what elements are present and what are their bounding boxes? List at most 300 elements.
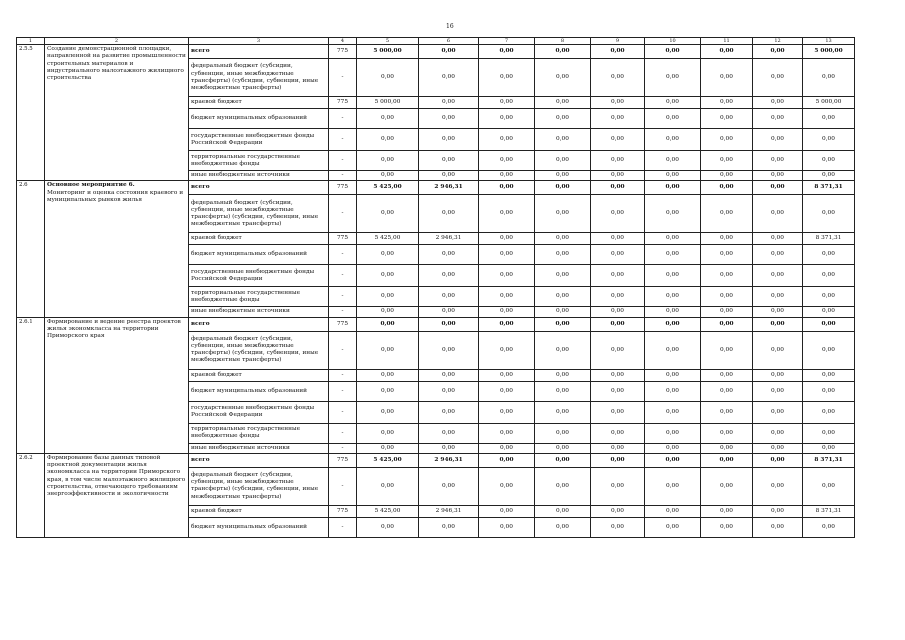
amount-cell: 0,00 <box>535 331 591 369</box>
amount-cell: 0,00 <box>701 517 753 537</box>
amount-cell: 0,00 <box>753 233 803 245</box>
funding-source: государственные внебюджетные фонды Российской Федерации <box>189 265 329 287</box>
amount-cell: 0,00 <box>357 129 419 151</box>
funding-source: федеральный бюджет (субсидии, субвенции, иные межбюджетные трансферты) (субсидии, субвенции, иные межбюджетные трансферты) <box>189 467 329 505</box>
amount-cell: 0,00 <box>803 331 855 369</box>
amount-cell: 0,00 <box>535 467 591 505</box>
funding-source: федеральный бюджет (субсидии, субвенции, иные межбюджетные трансферты) (субсидии, субвенции, иные межбюджетные трансферты) <box>189 195 329 233</box>
column-number: 2 <box>45 38 189 45</box>
column-number: 11 <box>701 38 753 45</box>
amount-cell: 0,00 <box>591 307 645 317</box>
amount-cell: 0,00 <box>701 443 753 453</box>
amount-cell: 0,00 <box>419 195 479 233</box>
amount-cell: 5 000,00 <box>357 45 419 59</box>
amount-cell: 0,00 <box>535 453 591 467</box>
amount-cell: 0,00 <box>591 381 645 401</box>
amount-cell: 0,00 <box>753 265 803 287</box>
amount-cell: 0,00 <box>701 401 753 423</box>
amount-cell: 0,00 <box>419 317 479 331</box>
amount-cell: 0,00 <box>753 517 803 537</box>
amount-cell: 0,00 <box>419 265 479 287</box>
amount-cell: 0,00 <box>357 287 419 307</box>
item-description: Создание демонстрационной площадки, направленной на развитие промышленности строительных материалов и индустриального малоэтажного жилищного строительства <box>47 46 186 82</box>
amount-cell: 0,00 <box>535 505 591 517</box>
amount-cell: 0,00 <box>535 195 591 233</box>
amount-cell: 0,00 <box>753 443 803 453</box>
funding-source: всего <box>189 317 329 331</box>
amount-cell: 0,00 <box>645 151 701 171</box>
item-name <box>45 317 189 453</box>
amount-cell: 0,00 <box>645 233 701 245</box>
amount-cell: 0,00 <box>357 171 419 181</box>
amount-cell: 0,00 <box>753 195 803 233</box>
amount-cell: 0,00 <box>803 151 855 171</box>
amount-cell: 8 371,31 <box>803 233 855 245</box>
budget-code: - <box>329 369 357 381</box>
amount-cell: 0,00 <box>535 233 591 245</box>
amount-cell: 0,00 <box>803 369 855 381</box>
amount-cell: 0,00 <box>357 369 419 381</box>
budget-code: - <box>329 381 357 401</box>
budget-code: - <box>329 151 357 171</box>
budget-code: - <box>329 307 357 317</box>
amount-cell: 0,00 <box>753 331 803 369</box>
amount-cell: 0,00 <box>535 369 591 381</box>
amount-cell: 0,00 <box>645 181 701 195</box>
amount-cell: 0,00 <box>419 467 479 505</box>
amount-cell: 0,00 <box>479 265 535 287</box>
amount-cell: 0,00 <box>701 233 753 245</box>
amount-cell: 0,00 <box>753 317 803 331</box>
amount-cell: 0,00 <box>419 423 479 443</box>
budget-code: 775 <box>329 233 357 245</box>
amount-cell: 0,00 <box>357 331 419 369</box>
item-description: Формирование и ведение реестра проектов жилья экономкласса на территории Приморского края <box>47 318 181 340</box>
item-name <box>45 453 189 537</box>
amount-cell: 0,00 <box>591 233 645 245</box>
amount-cell: 0,00 <box>803 109 855 129</box>
amount-cell: 0,00 <box>535 151 591 171</box>
amount-cell: 0,00 <box>803 401 855 423</box>
amount-cell: 0,00 <box>645 59 701 97</box>
amount-cell: 0,00 <box>701 331 753 369</box>
amount-cell: 0,00 <box>591 287 645 307</box>
budget-code: 775 <box>329 45 357 59</box>
budget-code: 775 <box>329 181 357 195</box>
amount-cell: 0,00 <box>419 369 479 381</box>
amount-cell: 0,00 <box>535 245 591 265</box>
funding-source: бюджет муниципальных образований <box>189 517 329 537</box>
funding-source: всего <box>189 453 329 467</box>
amount-cell: 0,00 <box>535 45 591 59</box>
amount-cell: 0,00 <box>357 401 419 423</box>
amount-cell: 0,00 <box>419 287 479 307</box>
amount-cell: 0,00 <box>479 151 535 171</box>
amount-cell: 0,00 <box>753 45 803 59</box>
amount-cell: 0,00 <box>803 287 855 307</box>
amount-cell: 0,00 <box>535 517 591 537</box>
column-number: 12 <box>753 38 803 45</box>
amount-cell: 0,00 <box>419 381 479 401</box>
amount-cell: 0,00 <box>645 97 701 109</box>
amount-cell: 0,00 <box>535 59 591 97</box>
amount-cell: 0,00 <box>753 97 803 109</box>
budget-code: 775 <box>329 317 357 331</box>
amount-cell: 0,00 <box>535 317 591 331</box>
column-number-row <box>17 38 855 45</box>
amount-cell: 0,00 <box>753 59 803 97</box>
amount-cell: 0,00 <box>479 233 535 245</box>
funding-source: краевой бюджет <box>189 233 329 245</box>
amount-cell: 0,00 <box>535 129 591 151</box>
item-code: 2.6 <box>17 181 45 317</box>
amount-cell: 0,00 <box>753 453 803 467</box>
amount-cell: 0,00 <box>479 401 535 423</box>
amount-cell: 0,00 <box>753 423 803 443</box>
item-description: Мониторинг и оценка состояния краевого и муниципальных рынков жилья <box>47 189 184 203</box>
amount-cell: 0,00 <box>645 195 701 233</box>
column-number: 6 <box>419 38 479 45</box>
item-description: Формирование базы данных типовой проектной документации жилья экономкласса на территории Приморского края, в том числе малоэтажного жилищного строительства, отвечающего требованиям энергоэффективности и экологичности <box>47 454 186 498</box>
amount-cell: 0,00 <box>357 467 419 505</box>
amount-cell: 0,00 <box>357 109 419 129</box>
amount-cell: 0,00 <box>591 171 645 181</box>
amount-cell: 0,00 <box>701 181 753 195</box>
amount-cell: 5 425,00 <box>357 181 419 195</box>
budget-code: - <box>329 245 357 265</box>
amount-cell: 0,00 <box>591 129 645 151</box>
amount-cell: 0,00 <box>535 287 591 307</box>
funding-source: государственные внебюджетные фонды Российской Федерации <box>189 129 329 151</box>
column-number: 10 <box>645 38 701 45</box>
amount-cell: 0,00 <box>701 109 753 129</box>
column-number: 8 <box>535 38 591 45</box>
amount-cell: 0,00 <box>803 245 855 265</box>
amount-cell: 0,00 <box>803 517 855 537</box>
amount-cell: 0,00 <box>591 423 645 443</box>
budget-code: - <box>329 423 357 443</box>
amount-cell: 0,00 <box>701 245 753 265</box>
amount-cell: 0,00 <box>591 45 645 59</box>
amount-cell: 0,00 <box>753 171 803 181</box>
budget-code: - <box>329 265 357 287</box>
amount-cell: 0,00 <box>645 171 701 181</box>
amount-cell: 0,00 <box>803 307 855 317</box>
amount-cell: 0,00 <box>535 109 591 129</box>
amount-cell: 0,00 <box>479 129 535 151</box>
amount-cell: 8 371,31 <box>803 505 855 517</box>
amount-cell: 0,00 <box>479 317 535 331</box>
amount-cell: 0,00 <box>645 453 701 467</box>
item-title: Основное мероприятие 6. <box>47 182 135 189</box>
funding-source: бюджет муниципальных образований <box>189 381 329 401</box>
table-row <box>17 45 855 59</box>
funding-source: иные внебюджетные источники <box>189 443 329 453</box>
amount-cell: 0,00 <box>701 97 753 109</box>
budget-code: - <box>329 59 357 97</box>
amount-cell: 0,00 <box>535 381 591 401</box>
amount-cell: 0,00 <box>479 369 535 381</box>
amount-cell: 0,00 <box>479 97 535 109</box>
amount-cell: 0,00 <box>419 129 479 151</box>
amount-cell: 0,00 <box>419 109 479 129</box>
amount-cell: 0,00 <box>701 307 753 317</box>
amount-cell: 0,00 <box>357 423 419 443</box>
amount-cell: 0,00 <box>419 245 479 265</box>
amount-cell: 0,00 <box>535 97 591 109</box>
amount-cell: 0,00 <box>753 245 803 265</box>
budget-code: 775 <box>329 453 357 467</box>
amount-cell: 0,00 <box>645 287 701 307</box>
amount-cell: 0,00 <box>701 195 753 233</box>
amount-cell: 0,00 <box>479 45 535 59</box>
amount-cell: 2 946,31 <box>419 233 479 245</box>
amount-cell: 0,00 <box>803 129 855 151</box>
amount-cell: 0,00 <box>419 443 479 453</box>
amount-cell: 0,00 <box>419 517 479 537</box>
amount-cell: 0,00 <box>479 245 535 265</box>
funding-source: территориальные государственные внебюджетные фонды <box>189 423 329 443</box>
amount-cell: 0,00 <box>701 265 753 287</box>
amount-cell: 0,00 <box>479 443 535 453</box>
budget-code: - <box>329 195 357 233</box>
budget-code: - <box>329 401 357 423</box>
item-code: 2.6.2 <box>17 453 45 537</box>
budget-code: - <box>329 109 357 129</box>
budget-code: - <box>329 517 357 537</box>
amount-cell: 0,00 <box>701 171 753 181</box>
amount-cell: 0,00 <box>645 467 701 505</box>
item-name <box>45 181 189 317</box>
column-number: 9 <box>591 38 645 45</box>
amount-cell: 0,00 <box>591 517 645 537</box>
amount-cell: 0,00 <box>357 195 419 233</box>
amount-cell: 0,00 <box>645 109 701 129</box>
funding-source: всего <box>189 181 329 195</box>
budget-code: - <box>329 287 357 307</box>
amount-cell: 0,00 <box>701 129 753 151</box>
amount-cell: 0,00 <box>753 307 803 317</box>
amount-cell: 0,00 <box>701 59 753 97</box>
table-row <box>17 181 855 195</box>
amount-cell: 0,00 <box>591 151 645 171</box>
amount-cell: 0,00 <box>357 517 419 537</box>
amount-cell: 8 371,31 <box>803 453 855 467</box>
funding-source: иные внебюджетные источники <box>189 171 329 181</box>
amount-cell: 0,00 <box>535 401 591 423</box>
amount-cell: 8 371,31 <box>803 181 855 195</box>
amount-cell: 5 425,00 <box>357 505 419 517</box>
amount-cell: 0,00 <box>479 287 535 307</box>
amount-cell: 0,00 <box>753 109 803 129</box>
amount-cell: 0,00 <box>479 423 535 443</box>
amount-cell: 0,00 <box>753 129 803 151</box>
amount-cell: 0,00 <box>645 401 701 423</box>
amount-cell: 0,00 <box>701 287 753 307</box>
amount-cell: 0,00 <box>419 307 479 317</box>
item-code: 2.5.5 <box>17 45 45 181</box>
amount-cell: 0,00 <box>591 505 645 517</box>
amount-cell: 0,00 <box>479 171 535 181</box>
amount-cell: 0,00 <box>701 317 753 331</box>
amount-cell: 0,00 <box>753 505 803 517</box>
funding-source: краевой бюджет <box>189 97 329 109</box>
amount-cell: 0,00 <box>419 59 479 97</box>
amount-cell: 0,00 <box>803 443 855 453</box>
budget-code: 775 <box>329 505 357 517</box>
amount-cell: 0,00 <box>591 245 645 265</box>
amount-cell: 0,00 <box>591 97 645 109</box>
amount-cell: 0,00 <box>645 381 701 401</box>
amount-cell: 0,00 <box>591 195 645 233</box>
amount-cell: 0,00 <box>357 381 419 401</box>
amount-cell: 0,00 <box>357 317 419 331</box>
table-row <box>17 317 855 331</box>
amount-cell: 0,00 <box>645 317 701 331</box>
amount-cell: 0,00 <box>535 423 591 443</box>
column-number: 4 <box>329 38 357 45</box>
amount-cell: 2 946,31 <box>419 453 479 467</box>
funding-source: государственные внебюджетные фонды Российской Федерации <box>189 401 329 423</box>
amount-cell: 0,00 <box>591 369 645 381</box>
amount-cell: 5 000,00 <box>803 45 855 59</box>
amount-cell: 0,00 <box>535 171 591 181</box>
budget-code: - <box>329 331 357 369</box>
amount-cell: 0,00 <box>419 401 479 423</box>
amount-cell: 0,00 <box>753 151 803 171</box>
amount-cell: 0,00 <box>803 265 855 287</box>
amount-cell: 0,00 <box>357 265 419 287</box>
column-number: 7 <box>479 38 535 45</box>
amount-cell: 0,00 <box>479 505 535 517</box>
amount-cell: 5 425,00 <box>357 233 419 245</box>
page-number: 16 <box>446 23 454 30</box>
amount-cell: 2 946,31 <box>419 505 479 517</box>
amount-cell: 0,00 <box>645 369 701 381</box>
amount-cell: 0,00 <box>753 181 803 195</box>
amount-cell: 0,00 <box>753 287 803 307</box>
amount-cell: 0,00 <box>645 307 701 317</box>
funding-source: всего <box>189 45 329 59</box>
item-code: 2.6.1 <box>17 317 45 453</box>
funding-source: краевой бюджет <box>189 369 329 381</box>
amount-cell: 5 000,00 <box>357 97 419 109</box>
column-number: 1 <box>17 38 45 45</box>
column-number: 3 <box>189 38 329 45</box>
funding-source: территориальные государственные внебюджетные фонды <box>189 151 329 171</box>
amount-cell: 0,00 <box>645 129 701 151</box>
amount-cell: 0,00 <box>591 109 645 129</box>
funding-source: бюджет муниципальных образований <box>189 109 329 129</box>
column-number: 5 <box>357 38 419 45</box>
amount-cell: 0,00 <box>645 505 701 517</box>
funding-source: краевой бюджет <box>189 505 329 517</box>
amount-cell: 0,00 <box>357 151 419 171</box>
amount-cell: 0,00 <box>419 171 479 181</box>
amount-cell: 0,00 <box>479 517 535 537</box>
funding-source: бюджет муниципальных образований <box>189 245 329 265</box>
amount-cell: 0,00 <box>591 453 645 467</box>
amount-cell: 0,00 <box>645 45 701 59</box>
amount-cell: 0,00 <box>479 181 535 195</box>
amount-cell: 0,00 <box>753 381 803 401</box>
amount-cell: 0,00 <box>419 97 479 109</box>
amount-cell: 0,00 <box>753 467 803 505</box>
amount-cell: 0,00 <box>591 181 645 195</box>
amount-cell: 0,00 <box>479 381 535 401</box>
amount-cell: 0,00 <box>645 443 701 453</box>
amount-cell: 0,00 <box>419 151 479 171</box>
amount-cell: 0,00 <box>701 453 753 467</box>
funding-source: федеральный бюджет (субсидии, субвенции, иные межбюджетные трансферты) (субсидии, субвенции, иные межбюджетные трансферты) <box>189 331 329 369</box>
amount-cell: 0,00 <box>645 517 701 537</box>
amount-cell: 0,00 <box>479 453 535 467</box>
item-name <box>45 45 189 181</box>
amount-cell: 0,00 <box>701 151 753 171</box>
amount-cell: 0,00 <box>591 317 645 331</box>
amount-cell: 0,00 <box>479 195 535 233</box>
amount-cell: 0,00 <box>535 307 591 317</box>
amount-cell: 0,00 <box>591 331 645 369</box>
amount-cell: 0,00 <box>803 381 855 401</box>
amount-cell: 0,00 <box>419 331 479 369</box>
budget-table <box>16 37 855 538</box>
amount-cell: 0,00 <box>803 467 855 505</box>
funding-source: федеральный бюджет (субсидии, субвенции, иные межбюджетные трансферты) (субсидии, субвенции, иные межбюджетные трансферты) <box>189 59 329 97</box>
amount-cell: 0,00 <box>645 265 701 287</box>
amount-cell: 0,00 <box>535 181 591 195</box>
amount-cell: 0,00 <box>591 467 645 505</box>
amount-cell: 0,00 <box>803 195 855 233</box>
amount-cell: 0,00 <box>645 245 701 265</box>
amount-cell: 0,00 <box>591 401 645 423</box>
budget-code: - <box>329 467 357 505</box>
amount-cell: 5 425,00 <box>357 453 419 467</box>
amount-cell: 0,00 <box>701 423 753 443</box>
funding-source: территориальные государственные внебюджетные фонды <box>189 287 329 307</box>
table-body <box>17 45 855 538</box>
amount-cell: 0,00 <box>803 171 855 181</box>
amount-cell: 0,00 <box>535 265 591 287</box>
budget-code: 775 <box>329 97 357 109</box>
amount-cell: 0,00 <box>591 265 645 287</box>
amount-cell: 0,00 <box>803 59 855 97</box>
amount-cell: 0,00 <box>701 467 753 505</box>
amount-cell: 0,00 <box>701 369 753 381</box>
budget-code: - <box>329 129 357 151</box>
amount-cell: 0,00 <box>479 109 535 129</box>
amount-cell: 0,00 <box>357 59 419 97</box>
amount-cell: 0,00 <box>591 59 645 97</box>
budget-code: - <box>329 443 357 453</box>
amount-cell: 0,00 <box>479 307 535 317</box>
amount-cell: 2 946,31 <box>419 181 479 195</box>
amount-cell: 0,00 <box>357 245 419 265</box>
budget-code: - <box>329 171 357 181</box>
amount-cell: 0,00 <box>479 467 535 505</box>
funding-source: иные внебюджетные источники <box>189 307 329 317</box>
amount-cell: 0,00 <box>803 317 855 331</box>
column-number: 13 <box>803 38 855 45</box>
table-row <box>17 453 855 467</box>
amount-cell: 0,00 <box>479 331 535 369</box>
amount-cell: 0,00 <box>479 59 535 97</box>
amount-cell: 0,00 <box>535 443 591 453</box>
amount-cell: 0,00 <box>645 423 701 443</box>
amount-cell: 0,00 <box>753 369 803 381</box>
amount-cell: 0,00 <box>419 45 479 59</box>
amount-cell: 0,00 <box>701 381 753 401</box>
